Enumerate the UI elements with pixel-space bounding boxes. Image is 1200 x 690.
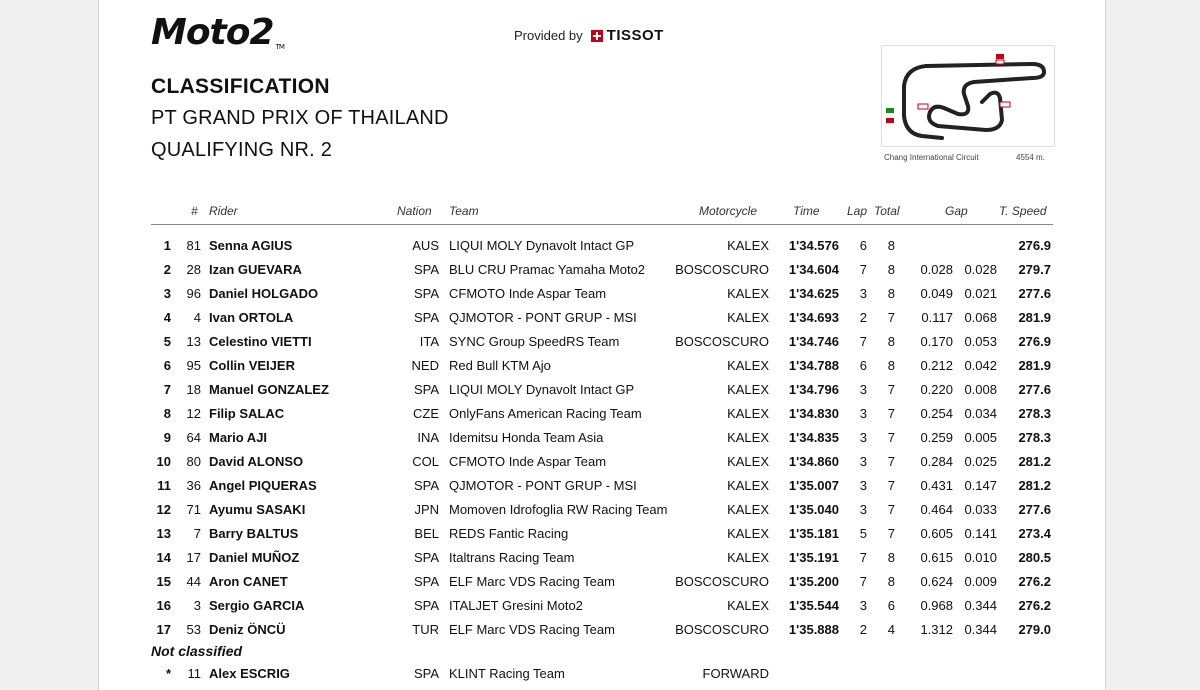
motorcycle-cell: BOSCOSCURO xyxy=(675,262,769,277)
position-cell: 6 xyxy=(163,358,171,373)
gap-previous-cell: 0.344 xyxy=(964,598,997,613)
lap-time-cell: 1'34.693 xyxy=(788,310,839,325)
rider-number-cell: 64 xyxy=(186,430,201,445)
rider-name-cell: Izan GUEVARA xyxy=(209,262,302,277)
provided-by xyxy=(514,27,664,44)
position-cell: 17 xyxy=(156,622,171,637)
position-cell: 16 xyxy=(156,598,171,613)
rider-number-cell: 13 xyxy=(186,334,201,349)
lap-time-cell: 1'34.625 xyxy=(788,286,839,301)
gap-previous-cell: 0.053 xyxy=(964,334,997,349)
gap-previous-cell: 0.141 xyxy=(964,526,997,541)
gap-first-cell: 0.968 xyxy=(920,598,953,613)
lap-time-cell: 1'35.181 xyxy=(788,526,839,541)
motorcycle-cell: KALEX xyxy=(727,238,769,253)
team-cell: BLU CRU Pramac Yamaha Moto2 xyxy=(449,262,646,277)
motorcycle-cell: KALEX xyxy=(727,478,769,493)
gap-first-cell: 0.212 xyxy=(920,358,953,373)
moto2-logo: Moto2 TM xyxy=(151,12,284,53)
total-laps-cell: 7 xyxy=(887,382,895,397)
nation-cell: SPA xyxy=(413,310,439,325)
best-lap-cell: 2 xyxy=(859,622,867,637)
rider-name-cell: Ivan ORTOLA xyxy=(209,310,294,325)
rider-number-cell: 4 xyxy=(193,310,201,325)
table-row xyxy=(151,593,1053,617)
tissot-logo: TISSOT xyxy=(606,27,664,44)
lap-time-cell: 1'35.191 xyxy=(788,550,839,565)
rider-number-cell: 81 xyxy=(186,238,201,253)
page-title: CLASSIFICATION xyxy=(151,75,330,98)
team-cell: ITALJET Gresini Moto2 xyxy=(449,598,583,613)
col-num: # xyxy=(191,204,198,218)
lap-time-cell: 1'34.796 xyxy=(788,382,839,397)
nation-cell: SPA xyxy=(413,666,439,681)
best-lap-cell: 7 xyxy=(859,262,867,277)
best-lap-cell: 3 xyxy=(859,430,867,445)
lap-time-cell: 1'34.604 xyxy=(788,262,839,277)
team-cell: Red Bull KTM Ajo xyxy=(449,358,551,373)
rider-name-cell: Aron CANET xyxy=(209,574,288,589)
position-cell: 5 xyxy=(163,334,171,349)
nation-cell: BEL xyxy=(414,526,439,541)
rider-name-cell: Manuel GONZALEZ xyxy=(209,382,329,397)
total-laps-cell: 8 xyxy=(887,358,895,373)
gap-first-cell: 1.312 xyxy=(920,622,953,637)
total-laps-cell: 7 xyxy=(887,526,895,541)
table-row xyxy=(151,425,1053,449)
position-cell: 11 xyxy=(157,478,171,493)
rider-number-cell: 28 xyxy=(186,262,201,277)
total-laps-cell: 7 xyxy=(887,454,895,469)
top-speed-cell: 278.3 xyxy=(1018,430,1051,445)
lap-time-cell: 1'34.746 xyxy=(788,334,839,349)
table-row xyxy=(151,233,1053,257)
classification-table xyxy=(151,233,1053,685)
top-speed-cell: 276.9 xyxy=(1018,238,1051,253)
motorcycle-cell: FORWARD xyxy=(702,666,769,681)
best-lap-cell: 7 xyxy=(859,334,867,349)
rider-name-cell: Barry BALTUS xyxy=(209,526,299,541)
lap-time-cell: 1'35.888 xyxy=(788,622,839,637)
top-speed-cell: 281.9 xyxy=(1018,358,1051,373)
table-row xyxy=(151,377,1053,401)
gap-first-cell: 0.259 xyxy=(920,430,953,445)
top-speed-cell: 278.3 xyxy=(1018,406,1051,421)
motorcycle-cell: KALEX xyxy=(727,406,769,421)
swiss-cross-icon xyxy=(591,30,603,42)
total-laps-cell: 7 xyxy=(887,406,895,421)
table-row xyxy=(151,449,1053,473)
position-cell: 2 xyxy=(163,262,171,277)
top-speed-cell: 279.0 xyxy=(1018,622,1051,637)
position-cell: 9 xyxy=(163,430,171,445)
col-lap: Lap xyxy=(847,204,868,218)
top-speed-cell: 281.2 xyxy=(1018,454,1051,469)
team-cell: LIQUI MOLY Dynavolt Intact GP xyxy=(449,382,635,397)
position-cell: 8 xyxy=(163,406,171,421)
motorcycle-cell: KALEX xyxy=(727,310,769,325)
rider-name-cell: Sergio GARCIA xyxy=(209,598,305,613)
best-lap-cell: 7 xyxy=(859,574,867,589)
position-cell: 12 xyxy=(156,502,171,517)
lap-time-cell: 1'34.788 xyxy=(788,358,839,373)
team-cell: CFMOTO Inde Aspar Team xyxy=(449,286,607,301)
team-cell: REDS Fantic Racing xyxy=(449,526,569,541)
nation-cell: SPA xyxy=(413,550,439,565)
gap-first-cell: 0.028 xyxy=(920,262,953,277)
nation-cell: INA xyxy=(417,430,439,445)
table-row xyxy=(151,497,1053,521)
not-classified-heading xyxy=(151,641,1053,661)
total-laps-cell: 8 xyxy=(887,550,895,565)
rider-number-cell: 17 xyxy=(186,550,201,565)
top-speed-cell: 281.2 xyxy=(1018,478,1051,493)
table-row xyxy=(151,401,1053,425)
rider-name-cell: Daniel MUÑOZ xyxy=(209,550,300,565)
best-lap-cell: 3 xyxy=(859,478,867,493)
gap-first-cell: 0.284 xyxy=(920,454,953,469)
top-speed-cell: 276.2 xyxy=(1018,598,1051,613)
event-name: PT GRAND PRIX OF THAILAND xyxy=(151,107,449,129)
session-name: QUALIFYING NR. 2 xyxy=(151,139,333,161)
lap-time-cell: 1'34.860 xyxy=(788,454,839,469)
rider-number-cell: 36 xyxy=(186,478,201,493)
motorcycle-cell: KALEX xyxy=(727,502,769,517)
nation-cell: COL xyxy=(412,454,439,469)
gap-first-cell: 0.615 xyxy=(920,550,953,565)
table-row xyxy=(151,281,1053,305)
gap-previous-cell: 0.008 xyxy=(964,382,997,397)
position-cell: 3 xyxy=(163,286,171,301)
top-speed-cell: 277.6 xyxy=(1018,382,1051,397)
table-row xyxy=(151,617,1053,641)
table-row xyxy=(151,545,1053,569)
col-nation: Nation xyxy=(397,204,432,218)
col-time: Time xyxy=(793,204,820,218)
motorcycle-cell: BOSCOSCURO xyxy=(675,574,769,589)
gap-previous-cell: 0.028 xyxy=(964,262,997,277)
circuit-map-icon xyxy=(881,45,1055,147)
position-cell: 13 xyxy=(156,526,171,541)
table-row xyxy=(151,329,1053,353)
motorcycle-cell: KALEX xyxy=(727,430,769,445)
gap-first-cell: 0.117 xyxy=(921,310,953,325)
nation-cell: SPA xyxy=(413,598,439,613)
top-speed-cell: 281.9 xyxy=(1018,310,1051,325)
gap-first-cell: 0.624 xyxy=(920,574,953,589)
results-page xyxy=(98,0,1106,690)
rider-number-cell: 7 xyxy=(193,526,201,541)
gap-first-cell: 0.605 xyxy=(920,526,953,541)
rider-number-cell: 18 xyxy=(186,382,201,397)
top-speed-cell: 279.7 xyxy=(1018,262,1051,277)
top-speed-cell: 280.5 xyxy=(1018,550,1051,565)
table-row xyxy=(151,305,1053,329)
best-lap-cell: 3 xyxy=(859,598,867,613)
total-laps-cell: 6 xyxy=(887,598,895,613)
rider-name-cell: Senna AGIUS xyxy=(209,238,293,253)
motorcycle-cell: KALEX xyxy=(727,286,769,301)
team-cell: SYNC Group SpeedRS Team xyxy=(449,334,620,349)
best-lap-cell: 2 xyxy=(859,310,867,325)
col-motorcycle: Motorcycle xyxy=(699,204,758,218)
best-lap-cell: 7 xyxy=(859,550,867,565)
gap-previous-cell: 0.034 xyxy=(964,406,997,421)
nation-cell: AUS xyxy=(412,238,439,253)
gap-previous-cell: 0.009 xyxy=(964,574,997,589)
nation-cell: JPN xyxy=(414,502,439,517)
motorcycle-cell: KALEX xyxy=(727,358,769,373)
gap-first-cell: 0.254 xyxy=(920,406,953,421)
rider-name-cell: Celestino VIETTI xyxy=(209,334,312,349)
team-cell: OnlyFans American Racing Team xyxy=(449,406,642,421)
team-cell: LIQUI MOLY Dynavolt Intact GP xyxy=(449,238,635,253)
gap-first-cell: 0.170 xyxy=(920,334,953,349)
motorcycle-cell: KALEX xyxy=(727,598,769,613)
rider-name-cell: Filip SALAC xyxy=(209,406,285,421)
position-cell: * xyxy=(165,666,171,681)
best-lap-cell: 3 xyxy=(859,502,867,517)
best-lap-cell: 6 xyxy=(859,358,867,373)
nation-cell: TUR xyxy=(412,622,439,637)
lap-time-cell: 1'34.830 xyxy=(788,406,839,421)
rider-name-cell: Daniel HOLGADO xyxy=(209,286,319,301)
gap-previous-cell: 0.033 xyxy=(964,502,997,517)
rider-name-cell: Angel PIQUERAS xyxy=(209,478,317,493)
table-header xyxy=(151,200,1053,225)
gap-previous-cell: 0.068 xyxy=(964,310,997,325)
nation-cell: SPA xyxy=(413,262,439,277)
lap-time-cell: 1'35.544 xyxy=(788,598,839,613)
table-row xyxy=(151,257,1053,281)
top-speed-cell: 273.4 xyxy=(1018,526,1051,541)
nation-cell: SPA xyxy=(413,574,439,589)
table-row xyxy=(151,521,1053,545)
team-cell: CFMOTO Inde Aspar Team xyxy=(449,454,607,469)
total-laps-cell: 7 xyxy=(887,502,895,517)
best-lap-cell: 3 xyxy=(859,454,867,469)
nation-cell: CZE xyxy=(413,406,439,421)
rider-number-cell: 11 xyxy=(187,666,201,681)
top-speed-cell: 276.2 xyxy=(1018,574,1051,589)
lap-time-cell: 1'34.835 xyxy=(788,430,839,445)
motorcycle-cell: BOSCOSCURO xyxy=(675,622,769,637)
lap-time-cell: 1'35.200 xyxy=(788,574,839,589)
gap-first-cell: 0.220 xyxy=(920,382,953,397)
rider-name-cell: Ayumu SASAKI xyxy=(209,502,306,517)
team-cell: ELF Marc VDS Racing Team xyxy=(449,574,615,589)
nation-cell: ITA xyxy=(419,334,439,349)
team-cell: QJMOTOR - PONT GRUP - MSI xyxy=(449,310,637,325)
circuit-name: Chang International Circuit xyxy=(884,153,979,162)
total-laps-cell: 8 xyxy=(887,262,895,277)
nation-cell: SPA xyxy=(413,478,439,493)
position-cell: 10 xyxy=(156,454,171,469)
rider-number-cell: 80 xyxy=(186,454,201,469)
table-row xyxy=(151,473,1053,497)
rider-name-cell: Mario AJI xyxy=(209,430,268,445)
lap-time-cell: 1'35.040 xyxy=(788,502,839,517)
rider-name-cell: Alex ESCRIG xyxy=(209,666,290,681)
team-cell: QJMOTOR - PONT GRUP - MSI xyxy=(449,478,637,493)
lap-time-cell: 1'34.576 xyxy=(788,238,839,253)
nation-cell: SPA xyxy=(413,382,439,397)
table-row xyxy=(151,661,1053,685)
total-laps-cell: 8 xyxy=(887,286,895,301)
top-speed-cell: 276.9 xyxy=(1018,334,1051,349)
top-speed-cell: 277.6 xyxy=(1018,502,1051,517)
rider-name-cell: Deniz ÖNCÜ xyxy=(209,622,286,637)
position-cell: 4 xyxy=(163,310,171,325)
table-row xyxy=(151,353,1053,377)
position-cell: 14 xyxy=(156,550,171,565)
rider-number-cell: 96 xyxy=(186,286,201,301)
rider-name-cell: David ALONSO xyxy=(209,454,304,469)
motorcycle-cell: KALEX xyxy=(727,526,769,541)
position-cell: 15 xyxy=(156,574,171,589)
total-laps-cell: 7 xyxy=(887,478,895,493)
best-lap-cell: 3 xyxy=(859,286,867,301)
gap-first-cell: 0.431 xyxy=(920,478,953,493)
table-row xyxy=(151,569,1053,593)
total-laps-cell: 8 xyxy=(887,574,895,589)
team-cell: Italtrans Racing Team xyxy=(449,550,575,565)
team-cell: ELF Marc VDS Racing Team xyxy=(449,622,615,637)
not-classified-label: Not classified xyxy=(151,643,243,659)
best-lap-cell: 3 xyxy=(859,406,867,421)
top-speed-cell: 277.6 xyxy=(1018,286,1051,301)
total-laps-cell: 7 xyxy=(887,310,895,325)
nation-cell: SPA xyxy=(413,286,439,301)
team-cell: KLINT Racing Team xyxy=(449,666,565,681)
total-laps-cell: 7 xyxy=(887,430,895,445)
total-laps-cell: 4 xyxy=(887,622,895,637)
total-laps-cell: 8 xyxy=(887,334,895,349)
best-lap-cell: 6 xyxy=(859,238,867,253)
motorcycle-cell: BOSCOSCURO xyxy=(675,334,769,349)
motorcycle-cell: KALEX xyxy=(727,382,769,397)
lap-time-cell: 1'35.007 xyxy=(788,478,839,493)
nation-cell: NED xyxy=(411,358,439,373)
gap-previous-cell: 0.025 xyxy=(964,454,997,469)
col-speed: T. Speed xyxy=(999,204,1047,218)
position-cell: 7 xyxy=(163,382,171,397)
rider-number-cell: 12 xyxy=(186,406,201,421)
total-laps-cell: 8 xyxy=(887,238,895,253)
col-gap: Gap xyxy=(945,204,968,218)
col-team: Team xyxy=(449,204,479,218)
rider-number-cell: 3 xyxy=(193,598,201,613)
col-rider: Rider xyxy=(209,204,238,218)
col-total: Total xyxy=(874,204,900,218)
gap-previous-cell: 0.147 xyxy=(964,478,997,493)
best-lap-cell: 5 xyxy=(859,526,867,541)
provided-by-label: Provided by xyxy=(514,28,583,43)
rider-number-cell: 53 xyxy=(186,622,201,637)
gap-previous-cell: 0.021 xyxy=(964,286,997,301)
gap-previous-cell: 0.010 xyxy=(964,550,997,565)
rider-name-cell: Collin VEIJER xyxy=(209,358,295,373)
rider-number-cell: 95 xyxy=(186,358,201,373)
gap-previous-cell: 0.344 xyxy=(964,622,997,637)
position-cell: 1 xyxy=(163,238,171,253)
gap-previous-cell: 0.042 xyxy=(964,358,997,373)
team-cell: Momoven Idrofoglia RW Racing Team xyxy=(449,502,668,517)
best-lap-cell: 3 xyxy=(859,382,867,397)
team-cell: Idemitsu Honda Team Asia xyxy=(449,430,604,445)
rider-number-cell: 71 xyxy=(186,502,201,517)
gap-first-cell: 0.049 xyxy=(920,286,953,301)
motorcycle-cell: KALEX xyxy=(727,454,769,469)
rider-number-cell: 44 xyxy=(186,574,201,589)
gap-previous-cell: 0.005 xyxy=(964,430,997,445)
motorcycle-cell: KALEX xyxy=(727,550,769,565)
circuit-length: 4554 m. xyxy=(1016,153,1045,162)
gap-first-cell: 0.464 xyxy=(920,502,953,517)
